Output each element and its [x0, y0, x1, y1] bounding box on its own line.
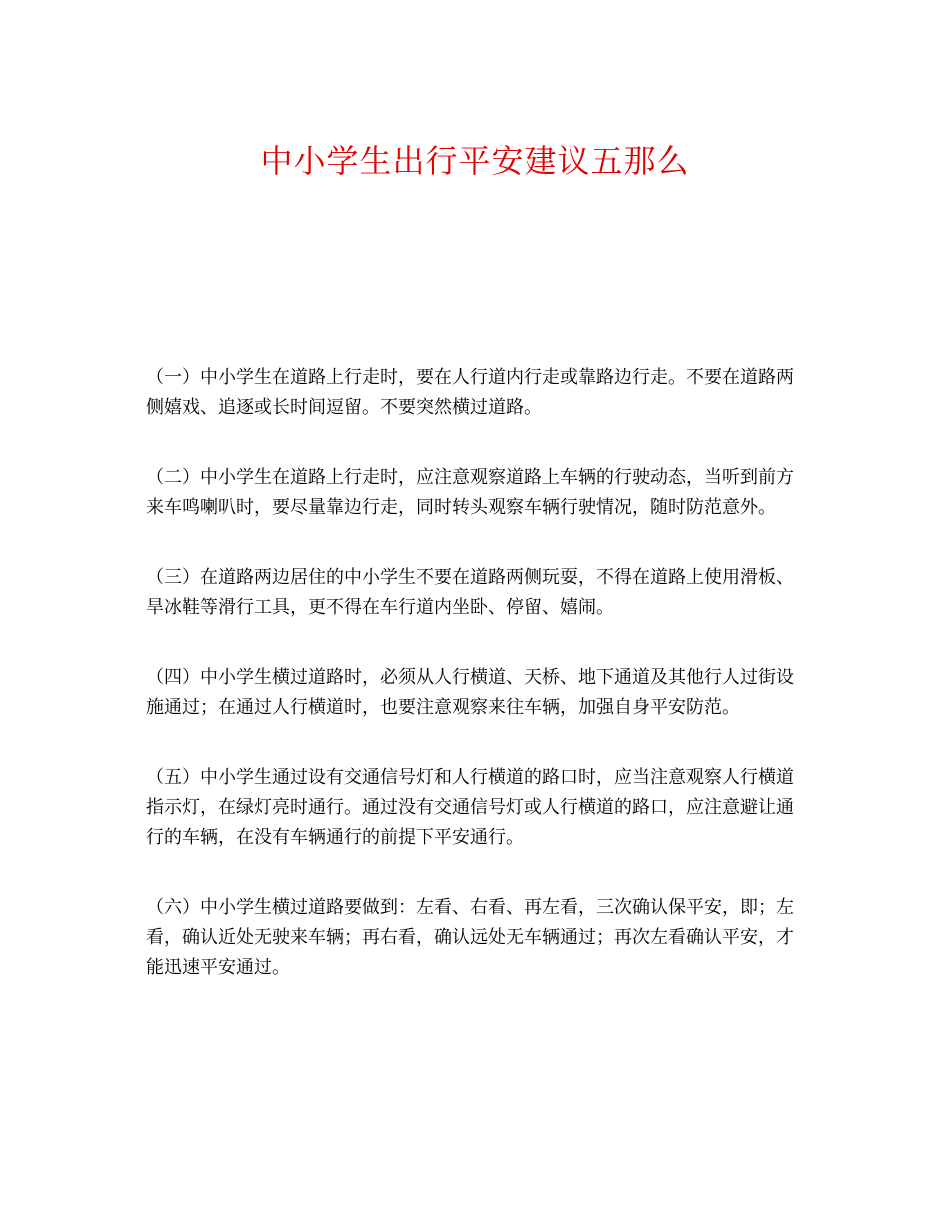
paragraph-6: （六）中小学生横过道路要做到：左看、右看、再左看，三次确认保平安，即；左看，确认近处无驶来车辆；再右看，确认远处无车辆通过；再次左看确认平安，才能迅速平安通过。 — [146, 897, 794, 978]
document-title: 中小学生出行平安建议五那么 — [260, 142, 690, 180]
paragraph-5: （五）中小学生通过设有交通信号灯和人行横道的路口时，应当注意观察人行横道指示灯，在绿灯亮时通行。通过没有交通信号灯或人行横道的路口，应注意避让通行的车辆，在没有车辆通行的前提下平安通行。 — [146, 767, 794, 848]
paragraph-2: （二）中小学生在道路上行走时，应注意观察道路上车辆的行驶动态，当听到前方来车鸣喇叭时，要尽量靠边行走，同时转头观察车辆行驶情况，随时防范意外。 — [146, 467, 794, 518]
paragraph-3: （三）在道路两边居住的中小学生不要在道路两侧玩耍，不得在道路上使用滑板、旱冰鞋等滑行工具，更不得在车行道内坐卧、停留、嬉闹。 — [146, 567, 794, 618]
paragraph-4: （四）中小学生横过道路时，必须从人行横道、天桥、地下通道及其他行人过街设施通过；在通过人行横道时，也要注意观察来往车辆，加强自身平安防范。 — [146, 667, 794, 718]
paragraph-1: （一）中小学生在道路上行走时，要在人行道内行走或靠路边行走。不要在道路两侧嬉戏、追逐或长时间逗留。不要突然横过道路。 — [146, 367, 794, 418]
document-body — [146, 363, 810, 1023]
